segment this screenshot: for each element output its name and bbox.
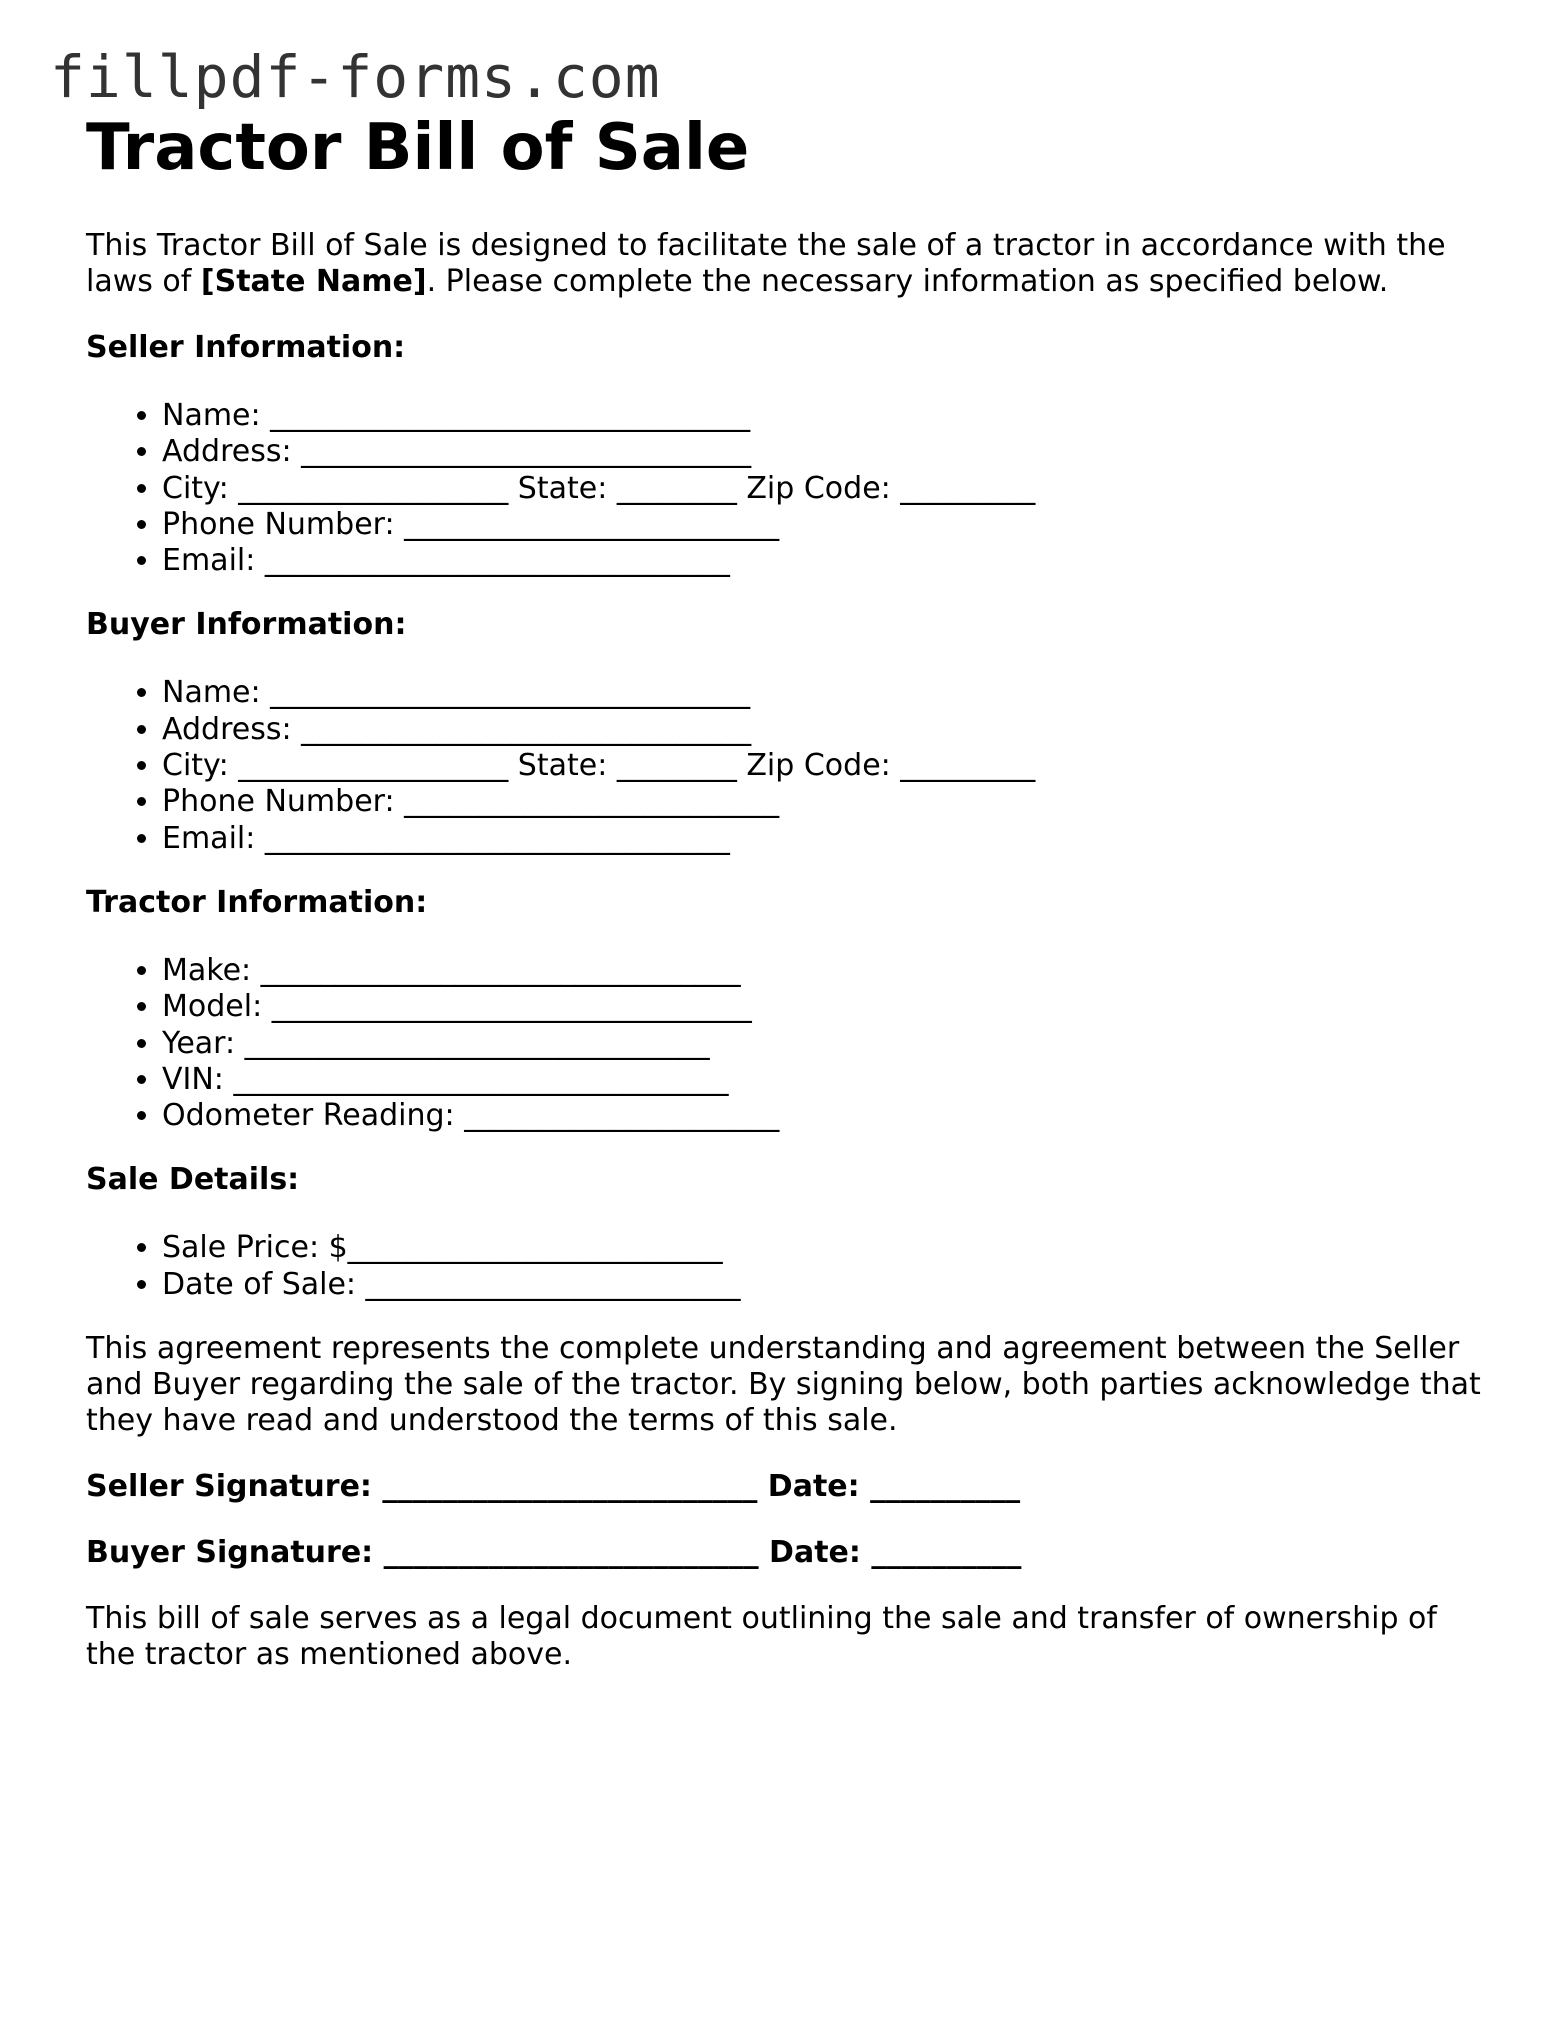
buyer-name-field: • Name: ________________________________ [162,675,1486,711]
seller-city-state-zip-field: • City: __________________ State: ________ Zip Code: _________ [162,471,1486,507]
buyer-list [86,675,1486,856]
agreement-paragraph: This agreement represents the complete understanding and agreement between the Seller and Buyer regarding the sale of the tractor. By signing below, both parties acknowledge that they have read and understood the terms of this sale. [86,1331,1481,1439]
tractor-make-field: • Make: ________________________________ [162,953,1486,989]
intro-text-before: This Tractor Bill of Sale is designed to facilitate the sale of a tractor in accordance with the laws of [86,228,1446,299]
buyer-city-state-zip-field: • City: __________________ State: ________ Zip Code: _________ [162,748,1486,784]
tractor-year-field: • Year: _______________________________ [162,1026,1486,1062]
seller-heading: Seller Information: [86,330,406,365]
intro-text-after: . Please complete the necessary information as specified below. [426,264,1389,299]
buyer-heading: Buyer Information: [86,607,407,643]
tractor-list [86,953,1486,1134]
tractor-model-field: • Model: ________________________________ [162,989,1486,1025]
buyer-signature-line: Buyer Signature: _________________________ Date: __________ [86,1535,1022,1571]
seller-list [86,398,1486,579]
state-name-placeholder: [State Name] [200,264,427,299]
sale-list [86,1230,1486,1303]
page-title: Tractor Bill of Sale [86,111,750,185]
seller-email-field: • Email: _______________________________ [162,543,1486,579]
seller-address-field: • Address: ______________________________ [162,434,1486,470]
watermark: fillpdf-forms.com [50,43,661,111]
buyer-phone-field: • Phone Number: _________________________ [162,784,1486,820]
seller-signature-line: Seller Signature: _________________________ Date: __________ [86,1469,1021,1505]
seller-name-field: • Name: ________________________________ [162,398,1486,434]
intro-paragraph [86,228,1486,300]
seller-phone-field: • Phone Number: _________________________ [162,507,1486,543]
sale-price-field: • Sale Price: $_________________________ [162,1230,1486,1266]
buyer-address-field: • Address: ______________________________ [162,712,1486,748]
tractor-heading: Tractor Information: [86,884,428,920]
document-page [86,108,1486,1673]
tractor-vin-field: • VIN: _________________________________ [162,1062,1486,1098]
sale-heading: Sale Details: [86,1162,300,1198]
closing-paragraph: This bill of sale serves as a legal document outlining the sale and transfer of ownership of the tractor as mentioned above. [86,1601,1437,1673]
tractor-odometer-field: • Odometer Reading: _____________________ [162,1098,1486,1134]
sale-date-field: • Date of Sale: _________________________ [162,1267,1486,1303]
buyer-email-field: • Email: _______________________________ [162,821,1486,857]
